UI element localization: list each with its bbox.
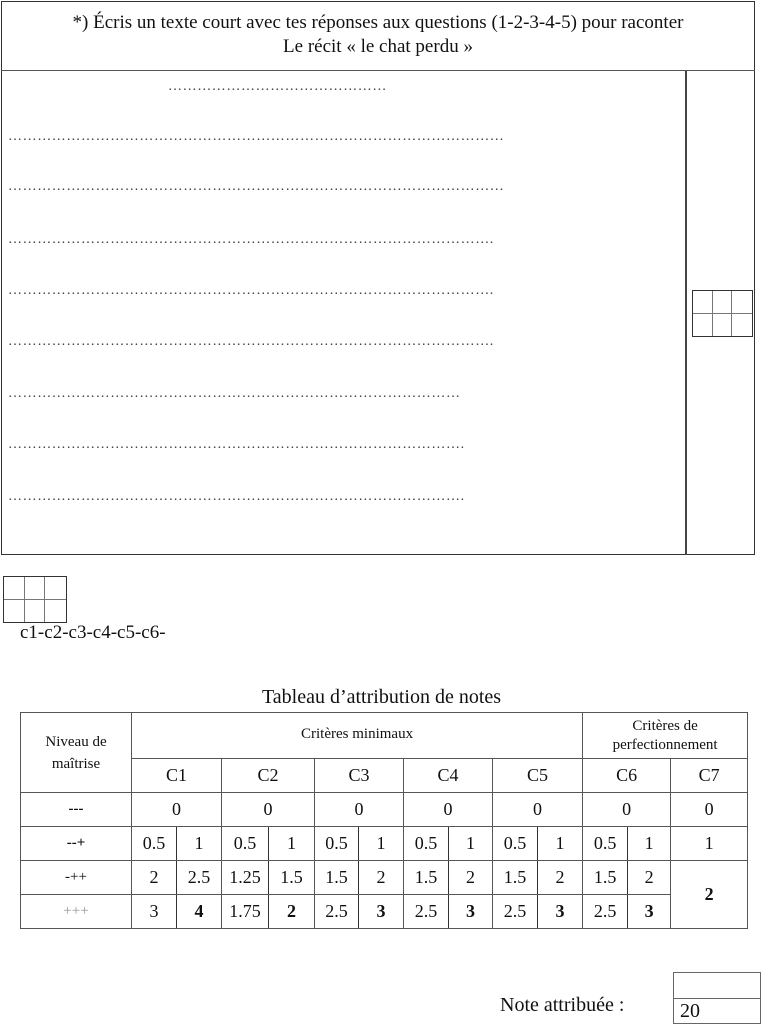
value-cell: 2 <box>449 861 493 895</box>
value-cell: 1.25 <box>222 861 269 895</box>
value-cell: 3 <box>359 895 404 929</box>
perfection-criteria-header: Critères de perfectionnement <box>583 713 748 759</box>
value-cell: 1.5 <box>404 861 449 895</box>
criteria-cell[interactable] <box>25 577 46 600</box>
story-title-line[interactable]: ……………………………………… <box>168 80 387 94</box>
writing-line-2[interactable]: ………………………………………………………………………………………… <box>8 180 505 194</box>
writing-line-5[interactable]: ………………………………………………………………………………………. <box>8 335 494 349</box>
level-label: --+ <box>21 827 132 861</box>
value-cell: 2 <box>628 861 671 895</box>
value-cell: 0.5 <box>583 827 628 861</box>
table-row <box>21 793 748 827</box>
value-cell-c7-merged: 2 <box>671 861 748 929</box>
value-cell: 0.5 <box>493 827 538 861</box>
criteria-cell[interactable] <box>4 600 25 623</box>
note-total: 20 <box>680 1000 700 1022</box>
value-cell: 3 <box>538 895 583 929</box>
value-cell: 2 <box>132 861 177 895</box>
value-cell: 1.5 <box>493 861 538 895</box>
score-cell[interactable] <box>713 314 733 337</box>
exercise-instruction <box>1 1 755 71</box>
criteria-cell[interactable] <box>4 577 25 600</box>
value-cell: 1 <box>628 827 671 861</box>
value-cell: 1 <box>538 827 583 861</box>
value-cell: 0.5 <box>315 827 359 861</box>
grading-table <box>20 712 748 929</box>
level-label: --- <box>21 793 132 827</box>
criterion-c7: C7 <box>671 759 748 793</box>
value-cell: 1 <box>177 827 222 861</box>
writing-line-3[interactable]: ………………………………………………………………………………………. <box>8 233 494 247</box>
value-cell: 1.5 <box>315 861 359 895</box>
value-cell: 2.5 <box>493 895 538 929</box>
value-cell: 2 <box>359 861 404 895</box>
score-cell[interactable] <box>693 314 713 337</box>
value-cell: 1.5 <box>269 861 315 895</box>
value-cell: 1 <box>359 827 404 861</box>
value-cell: 1.75 <box>222 895 269 929</box>
table-row <box>21 895 748 929</box>
criteria-label: c1-c2-c3-c4-c5-c6- <box>20 622 166 643</box>
value-cell: 3 <box>132 895 177 929</box>
criteria-cell[interactable] <box>45 577 66 600</box>
value-cell: 0 <box>493 793 583 827</box>
value-cell: 4 <box>177 895 222 929</box>
table-row <box>21 861 748 895</box>
score-cell[interactable] <box>713 291 733 314</box>
value-cell: 0 <box>315 793 404 827</box>
value-cell: 2.5 <box>404 895 449 929</box>
value-cell: 0 <box>222 793 315 827</box>
score-column-divider <box>685 71 687 555</box>
criteria-cell[interactable] <box>25 600 46 623</box>
minimal-criteria-header: Critères minimaux <box>132 713 583 759</box>
value-cell: 2 <box>538 861 583 895</box>
writing-line-8[interactable]: …………………………………………………………………………………. <box>8 490 465 504</box>
criterion-c6: C6 <box>583 759 671 793</box>
value-cell: 0 <box>132 793 222 827</box>
criterion-c1: C1 <box>132 759 222 793</box>
value-cell: 1 <box>449 827 493 861</box>
criteria-cell[interactable] <box>45 600 66 623</box>
writing-line-6[interactable]: ………………………………………………………………………………… <box>8 387 461 401</box>
writing-line-7[interactable]: …………………………………………………………………………………. <box>8 438 465 452</box>
value-cell: 2.5 <box>315 895 359 929</box>
criteria-score-grid <box>3 576 67 623</box>
value-cell: 1 <box>269 827 315 861</box>
value-cell: 3 <box>449 895 493 929</box>
writing-line-4[interactable]: ………………………………………………………………………………………. <box>8 284 494 298</box>
value-cell: 0 <box>671 793 748 827</box>
value-cell: 1 <box>671 827 748 861</box>
level-header: Niveau de maîtrise <box>21 713 132 793</box>
value-cell: 3 <box>628 895 671 929</box>
score-cell[interactable] <box>693 291 713 314</box>
grading-table-title: Tableau d’attribution de notes <box>261 686 502 708</box>
level-label: -++ <box>21 861 132 895</box>
criterion-c3: C3 <box>315 759 404 793</box>
note-label: Note attribuée : <box>500 994 625 1016</box>
instruction-line-1: *) Écris un texte court avec tes réponses aux questions (1-2-3-4-5) pour raconter <box>72 12 684 33</box>
value-cell: 0.5 <box>222 827 269 861</box>
writing-line-1[interactable]: ………………………………………………………………………………………… <box>8 130 505 144</box>
value-cell: 2 <box>269 895 315 929</box>
value-cell: 0 <box>404 793 493 827</box>
criterion-c4: C4 <box>404 759 493 793</box>
criterion-c5: C5 <box>493 759 583 793</box>
criterion-c2: C2 <box>222 759 315 793</box>
table-row <box>21 827 748 861</box>
note-box-divider <box>673 998 761 999</box>
score-cell[interactable] <box>732 291 752 314</box>
value-cell: 2.5 <box>177 861 222 895</box>
score-cell[interactable] <box>732 314 752 337</box>
level-label: +++ <box>21 895 132 929</box>
value-cell: 0 <box>583 793 671 827</box>
value-cell: 2.5 <box>583 895 628 929</box>
value-cell: 0.5 <box>404 827 449 861</box>
score-grid-exercise <box>692 290 753 337</box>
instruction-line-2: Le récit « le chat perdu » <box>283 36 473 57</box>
value-cell: 1.5 <box>583 861 628 895</box>
value-cell: 0.5 <box>132 827 177 861</box>
